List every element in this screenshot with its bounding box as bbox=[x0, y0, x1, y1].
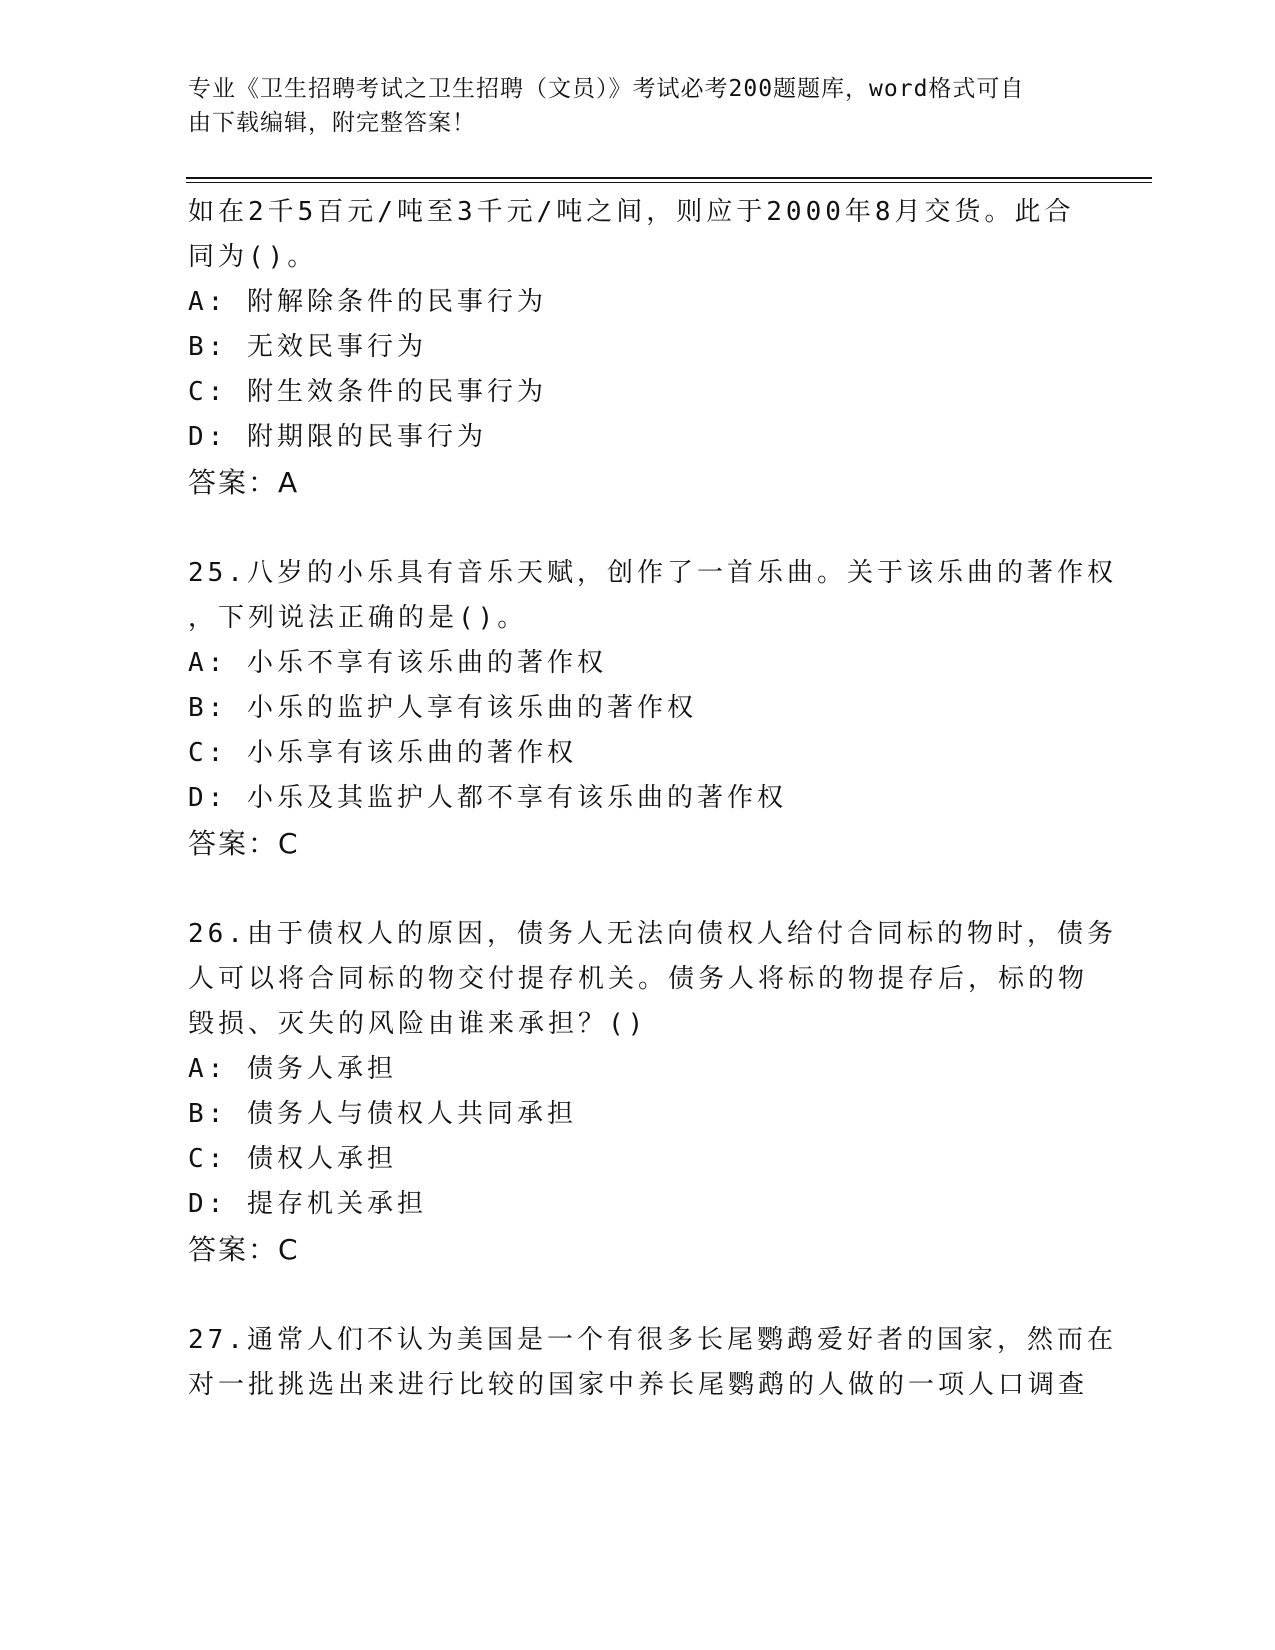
option-d: D: 提存机关承担 bbox=[188, 1189, 427, 1219]
question-stem-line: 同为()。 bbox=[188, 242, 318, 272]
header-line-2: 由下载编辑，附完整答案！ bbox=[188, 110, 476, 136]
question-stem-line: 25.八岁的小乐具有音乐天赋，创作了一首乐曲。关于该乐曲的著作权 bbox=[188, 558, 1117, 588]
header-line-1: 专业《卫生招聘考试之卫生招聘（文员）》考试必考200题题库，word格式可自 bbox=[188, 76, 1025, 102]
question-stem-line: ，下列说法正确的是()。 bbox=[188, 603, 528, 633]
question-stem-line: 对一批挑选出来进行比较的国家中养长尾鹦鹉的人做的一项人口调查 bbox=[188, 1370, 1089, 1400]
question-stem-line: 如在2千5百元/吨至3千元/吨之间，则应于2000年8月交货。此合 bbox=[188, 197, 1075, 227]
option-c: C: 小乐享有该乐曲的著作权 bbox=[188, 738, 577, 768]
question-25 bbox=[188, 551, 1117, 867]
option-b: B: 小乐的监护人享有该乐曲的著作权 bbox=[188, 693, 697, 723]
option-a: A: 小乐不享有该乐曲的著作权 bbox=[188, 648, 607, 678]
header-rule-thin bbox=[186, 182, 1152, 183]
question-26 bbox=[188, 912, 1117, 1273]
option-c: C: 附生效条件的民事行为 bbox=[188, 377, 547, 407]
answer: 答案：C bbox=[188, 1233, 300, 1266]
option-d: D: 小乐及其监护人都不享有该乐曲的著作权 bbox=[188, 783, 787, 813]
option-b: B: 债务人与债权人共同承担 bbox=[188, 1099, 577, 1129]
question-27 bbox=[188, 1318, 1117, 1408]
answer: 答案：C bbox=[188, 827, 300, 860]
question-stem-line: 26.由于债权人的原因，债务人无法向债权人给付合同标的物时，债务 bbox=[188, 919, 1117, 949]
option-d: D: 附期限的民事行为 bbox=[188, 422, 487, 452]
question-stem-line: 27.通常人们不认为美国是一个有很多长尾鹦鹉爱好者的国家，然而在 bbox=[188, 1325, 1117, 1355]
header-rule-thick bbox=[186, 177, 1152, 179]
question-24 bbox=[188, 190, 1088, 506]
answer: 答案：A bbox=[188, 466, 300, 499]
option-c: C: 债权人承担 bbox=[188, 1144, 397, 1174]
document-body bbox=[188, 190, 1117, 1408]
question-stem-line: 毁损、灭失的风险由谁来承担？() bbox=[188, 1009, 648, 1039]
question-stem-line: 人可以将合同标的物交付提存机关。债务人将标的物提存后，标的物 bbox=[188, 964, 1089, 994]
document-header bbox=[188, 72, 1068, 140]
option-a: A: 债务人承担 bbox=[188, 1054, 397, 1084]
option-a: A: 附解除条件的民事行为 bbox=[188, 287, 547, 317]
option-b: B: 无效民事行为 bbox=[188, 332, 427, 362]
